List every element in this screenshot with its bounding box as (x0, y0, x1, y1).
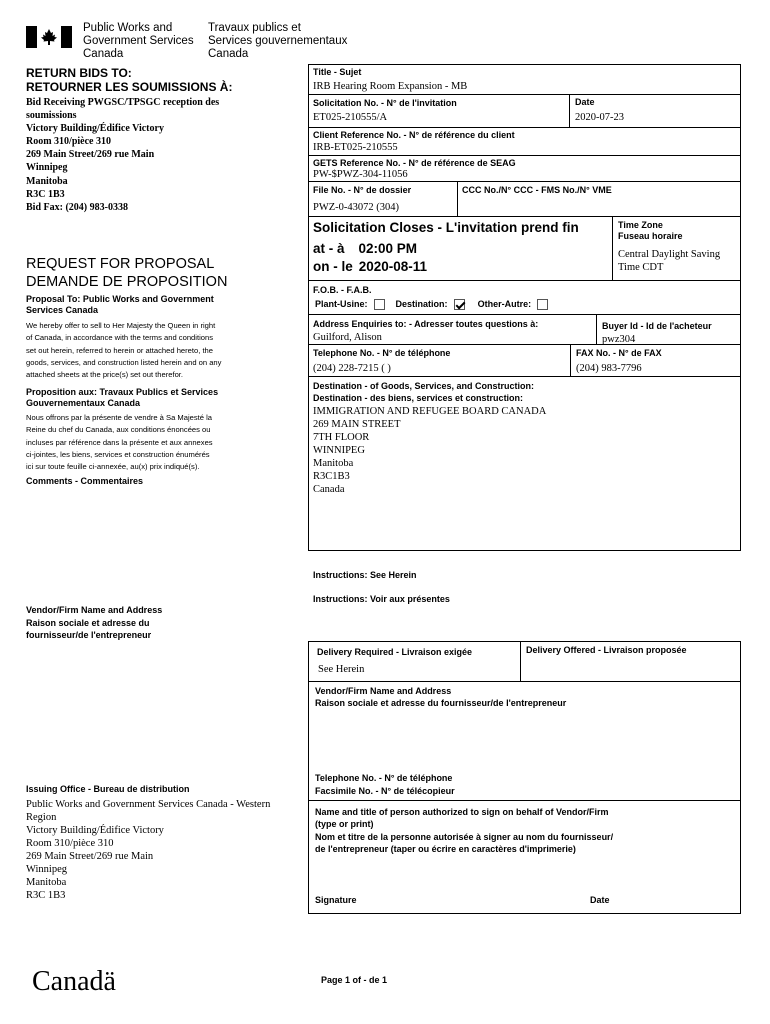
proposition-text: Nous offrons par la présente de vendre à Sa Majesté la Reine du chef du Canada, aux conditions énoncées ou incluses par référence dans la présente et aux annexes ci-jointes, les biens, services et construction énumérés ici sur toute feuille ci-annexée, au(x) prix indiqué(s). (26, 413, 213, 472)
enquiries-value: Guilford, Alison (313, 332, 382, 343)
fax-value: (204) 983-7796 (576, 363, 642, 374)
destination-checkbox[interactable] (454, 299, 465, 310)
vendor-name-label: Vendor/Firm Name and Address Raison sociale et adresse du fournisseur/de l'entrepreneur (315, 686, 567, 708)
destination-address: IMMIGRATION AND REFUGEE BOARD CANADA 269 MAIN STREET 7TH FLOOR WINNIPEG Manitoba R3C1B3 Canada (313, 406, 547, 495)
solicitation-no-value: ET025-210555/A (313, 112, 388, 123)
fob-label: F.O.B. - F.A.B. (313, 285, 372, 295)
title-value: IRB Hearing Room Expansion - MB (313, 81, 468, 92)
solicitation-closes-label: Solicitation Closes - L'invitation prend fin (313, 220, 579, 235)
plant-checkbox[interactable] (374, 299, 385, 310)
title-label: Title - Sujet (313, 67, 362, 77)
client-reference-value: IRB-ET025-210555 (313, 142, 398, 153)
signature-label: Signature (315, 895, 357, 905)
file-no-label: File No. - N° de dossier (313, 185, 412, 195)
ccc-no-label: CCC No./N° CCC - FMS No./N° VME (462, 185, 612, 195)
department-name-fr: Travaux publics et Services gouvernementaux Canada (208, 22, 348, 60)
comments-label: Comments - Commentaires (26, 476, 144, 486)
delivery-offered-label: Delivery Offered - Livraison proposée (526, 645, 687, 655)
telephone-label: Telephone No. - N° de téléphone (313, 348, 451, 358)
authorized-person-label: Name and title of person authorized to sign on behalf of Vendor/Firm (type or print) Nom et titre de la personne autorisée à signer au nom du fournisseur/ de l'entrepreneur (taper ou écrire en caractères d'imprimerie) (315, 807, 614, 855)
date-value: 2020-07-23 (575, 112, 624, 123)
closing-time: at - à 02:00 PM (313, 241, 418, 256)
page-number: Page 1 of - de 1 (321, 975, 388, 985)
telephone-value: (204) 228-7215 ( ) (313, 363, 391, 374)
proposition-label: Proposition aux: Travaux Publics et Services Gouvernementaux Canada (26, 387, 219, 408)
buyer-id-label: Buyer Id - Id de l'acheteur (602, 321, 712, 331)
enquiries-label: Address Enquiries to: - Adresser toutes questions à: (313, 319, 539, 329)
destination-label: Destination - of Goods, Services, and Construction: Destination - des biens, services et construction: (313, 381, 535, 403)
department-name-en: Public Works and Government Services Canada (83, 22, 194, 60)
closing-date-value: 2020-08-11 (358, 259, 428, 274)
fax-label: FAX No. - N° de FAX (576, 348, 662, 358)
rfp-title: REQUEST FOR PROPOSAL DEMANDE DE PROPOSITION (26, 256, 228, 290)
vendor-phone-fax-label: Telephone No. - N° de téléphone Facsimile No. - N° de télécopieur (315, 773, 455, 796)
other-checkbox[interactable] (537, 299, 548, 310)
issuing-office-address: Public Works and Government Services Canada - Western Region Victory Building/Édifice Victory Room 310/pièce 310 269 Main Street/269 rue Main Winnipeg Manitoba R3C 1B3 (26, 799, 271, 901)
return-bids-title: RETURN BIDS TO: RETOURNER LES SOUMISSIONS À: (26, 66, 233, 94)
closing-time-value: 02:00 PM (358, 241, 418, 256)
client-reference-label: Client Reference No. - N° de référence du client (313, 130, 515, 140)
proposal-to-label: Proposal To: Public Works and Government Services Canada (26, 294, 214, 315)
instructions-en: Instructions: See Herein (313, 570, 417, 580)
delivery-required-label: Delivery Required - Livraison exigée (317, 647, 473, 657)
instructions-fr: Instructions: Voir aux présentes (313, 594, 450, 604)
fob-options: Plant-Usine: Destination: Other-Autre: (315, 299, 548, 310)
solicitation-no-label: Solicitation No. - N° de l'invitation (313, 98, 457, 108)
gets-reference-value: PW-$PWZ-304-11056 (313, 169, 408, 180)
issuing-office-label: Issuing Office - Bureau de distribution (26, 784, 190, 794)
date-label: Date (575, 97, 595, 107)
government-flag-icon (26, 26, 72, 48)
file-no-value: PWZ-0-43072 (304) (313, 202, 400, 213)
proposal-to-text: We hereby offer to sell to Her Majesty the Queen in right of Canada, in accordance with the terms and conditions set out herein, referred to herein or attached hereto, the goods, services, and construction listed herein and on any attached sheets at the price(s) set out therefor. (26, 321, 222, 380)
time-zone-label: Time Zone Fuseau horaire (618, 220, 683, 241)
time-zone-value: Central Daylight Saving Time CDT (618, 249, 721, 273)
gets-reference-label: GETS Reference No. - N° de référence de SEAG (313, 158, 516, 168)
signature-date-label: Date (590, 895, 610, 905)
closing-date: on - le 2020-08-11 (313, 259, 428, 274)
buyer-id-value: pwz304 (602, 334, 636, 345)
return-bids-address: Bid Receiving PWGSC/TPSGC reception des soumissions Victory Building/Édifice Victory Room 310/pièce 310 269 Main Street/269 rue Main Winnipeg Manitoba R3C 1B3 Bid Fax: (204) 983-0338 (26, 97, 220, 213)
vendor-address-label: Vendor/Firm Name and Address Raison sociale et adresse du fournisseur/de l'entrepreneur (26, 605, 163, 640)
canada-wordmark: Canadä (32, 966, 116, 997)
delivery-required-value: See Herein (318, 664, 365, 675)
